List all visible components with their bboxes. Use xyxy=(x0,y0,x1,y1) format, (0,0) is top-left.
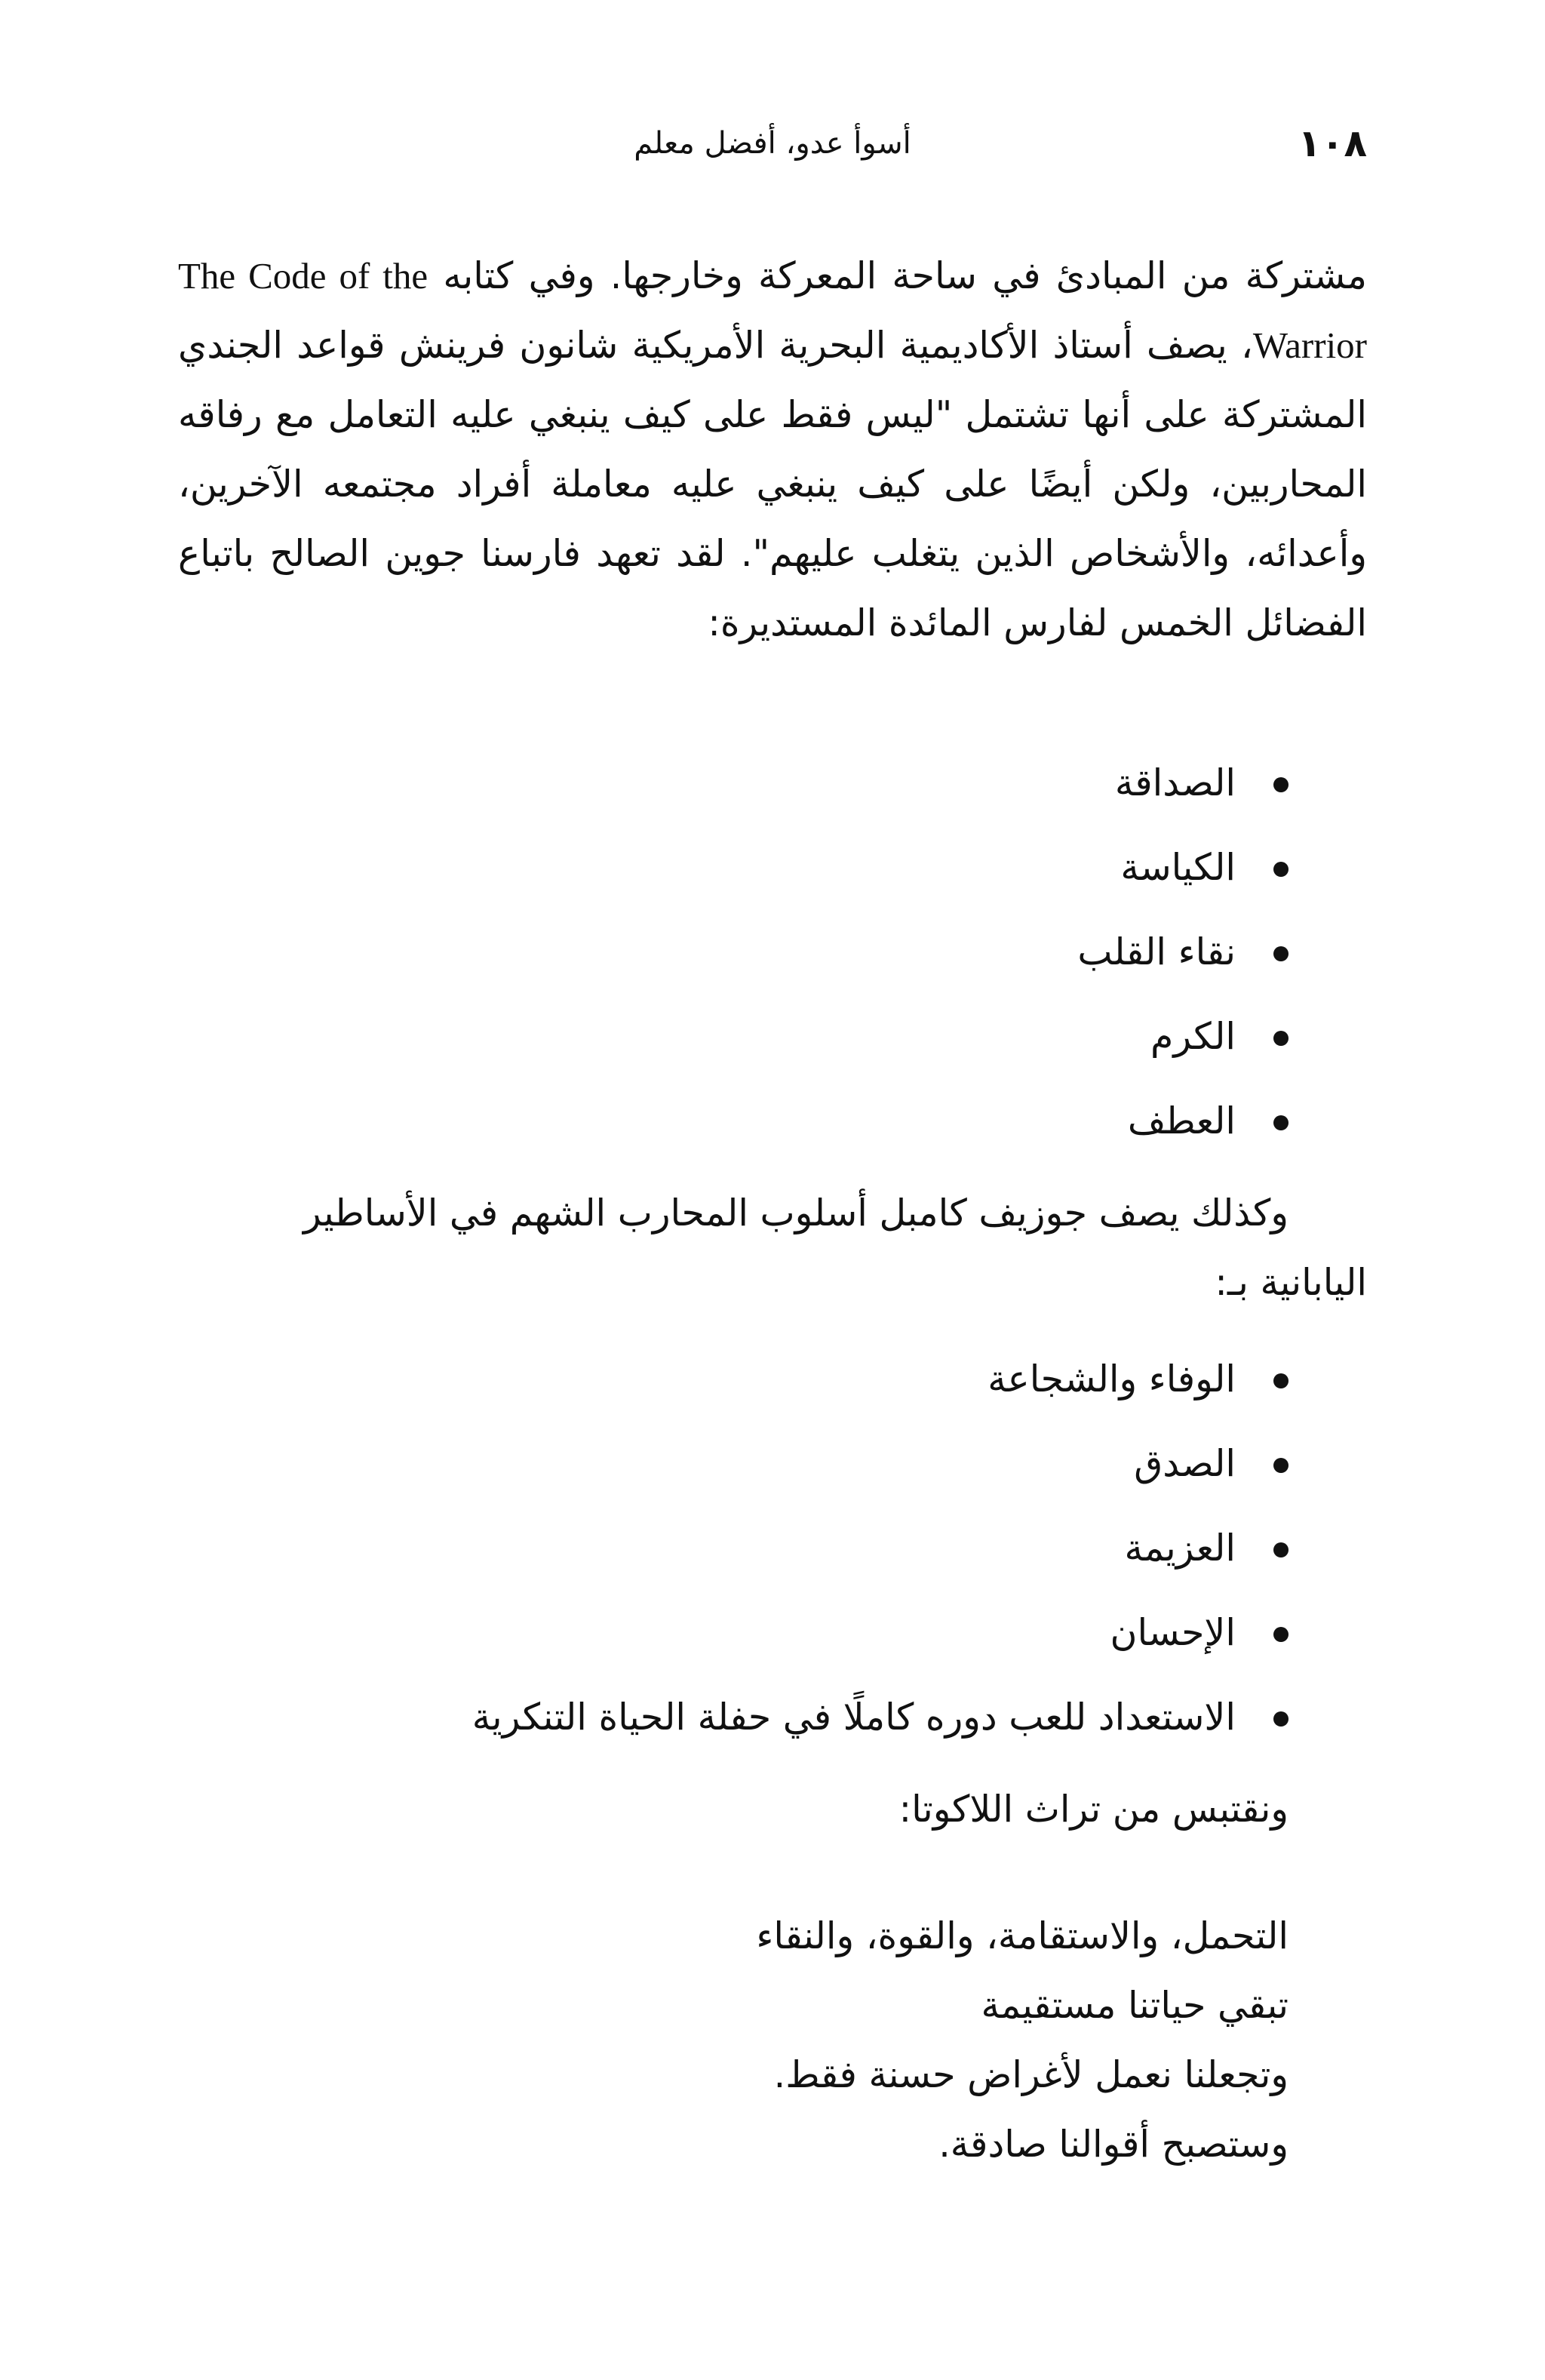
list-item: العطف xyxy=(1077,1079,1289,1164)
verse-line: وستصبح أقوالنا صادقة. xyxy=(938,2123,1289,2166)
list-item: نقاء القلب xyxy=(1077,910,1289,995)
body-paragraph-code-of-warrior xyxy=(178,241,1367,658)
verse-line: وتجعلنا نعمل لأغراض حسنة فقط. xyxy=(773,2053,1289,2096)
list-item: الصدق xyxy=(472,1422,1289,1506)
verse-line: التحمل، والاستقامة، والقوة، والنقاء xyxy=(756,1914,1289,1957)
book-title: The Code of the Warrior xyxy=(178,255,1367,366)
list-item: العزيمة xyxy=(472,1506,1289,1591)
paragraph-text-after-title: ، يصف أستاذ الأكاديمية البحرية الأمريكية شانون فرينش قواعد الجندي المشتركة على أنها تشتمل "ليس فقط على كيف ينبغي عليه التعامل مع رفاقه المحاربين، ولكن أيضًا على كيف ينبغي عليه معاملة أفراد مجتمعه الآخرين، وأعدائه، والأشخاص الذين يتغلب عليهم". لقد تعهد فارسنا جوين الصالح باتباع الفضائل الخمس لفارس المائدة المستديرة: xyxy=(178,324,1367,644)
running-header xyxy=(178,113,1367,174)
body-paragraph-campbell xyxy=(178,1179,1367,1318)
body-paragraph-lakota: ونقتبس من تراث اللاكوتا: xyxy=(898,1788,1289,1831)
running-title: أسوأ عدو، أفضل معلم xyxy=(634,126,911,161)
japanese-virtues-list xyxy=(472,1337,1289,1760)
list-item: الكياسة xyxy=(1077,826,1289,910)
paragraph-text-before-title: مشتركة من المبادئ في ساحة المعركة وخارجها. وفي كتابه xyxy=(428,254,1367,297)
page-number: ١٠٨ xyxy=(1298,121,1367,165)
verse-line: تبقي حياتنا مستقيمة xyxy=(981,1984,1289,2027)
list-item: الصداقة xyxy=(1077,741,1289,826)
paragraph-line: اليابانية بـ: xyxy=(1215,1261,1367,1304)
list-item: الوفاء والشجاعة xyxy=(472,1337,1289,1422)
paragraph-line: وكذلك يصف جوزيف كامبل أسلوب المحارب الشهم في الأساطير xyxy=(303,1192,1289,1235)
list-item: الإحسان xyxy=(472,1591,1289,1675)
list-item: الكرم xyxy=(1077,995,1289,1079)
list-item: الاستعداد للعب دوره كاملًا في حفلة الحياة التنكرية xyxy=(472,1675,1289,1760)
round-table-virtues-list xyxy=(1077,741,1289,1164)
lakota-verse xyxy=(756,1902,1289,2179)
